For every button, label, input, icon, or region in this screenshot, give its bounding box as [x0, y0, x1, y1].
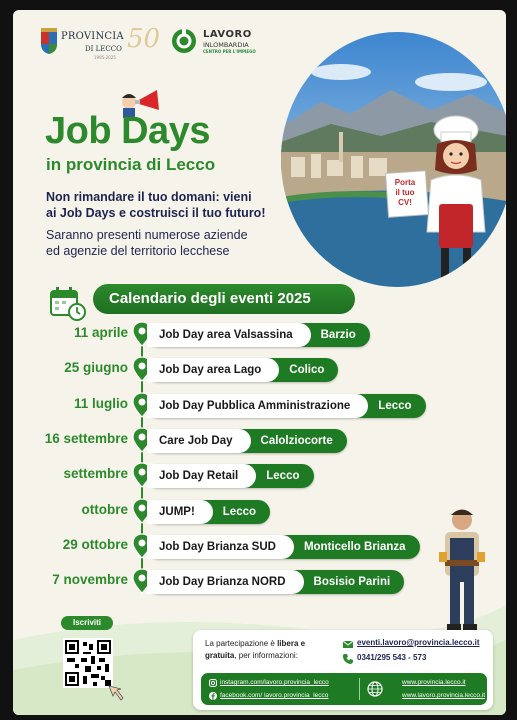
- event-location: Lecco: [222, 506, 257, 518]
- info-text-part2: , per informazioni:: [234, 651, 298, 660]
- event-date: 11 luglio: [73, 396, 128, 411]
- event-date: 16 settembre: [44, 431, 128, 446]
- lavoro-lombardia-logo: [171, 26, 281, 60]
- info-box: [193, 630, 493, 710]
- event-pill: [147, 464, 314, 488]
- phone-icon: [343, 654, 353, 664]
- instagram-icon: [209, 679, 217, 687]
- hand-pointer-icon: [105, 684, 127, 704]
- globe-icon: [367, 681, 383, 697]
- crest-icon: [39, 28, 59, 54]
- event-row: [13, 358, 506, 382]
- event-location: Calolziocorte: [260, 435, 333, 447]
- provincia-years: 1995-2025: [94, 55, 116, 60]
- event-location: Bosisio Parini: [313, 576, 391, 588]
- subscribe-section: [51, 616, 131, 711]
- event-pill: [147, 429, 347, 453]
- hero-tagline: [46, 189, 265, 221]
- event-row: [13, 570, 506, 594]
- event-row: [13, 500, 506, 524]
- website-link-2[interactable]: www.lavoro.provincia.lecco.it: [402, 692, 486, 699]
- event-date: 29 ottobre: [62, 537, 128, 552]
- facebook-icon: [209, 692, 217, 700]
- social-divider: [359, 678, 360, 700]
- website-link-1[interactable]: www.provincia.lecco.it: [402, 679, 466, 686]
- event-name: Job Day area Valsassina: [147, 323, 311, 347]
- event-name: JUMP!: [147, 500, 213, 524]
- event-date: 25 giugno: [64, 360, 128, 375]
- event-name: Job Day Brianza SUD: [147, 535, 294, 559]
- event-location: Colico: [289, 364, 325, 376]
- provincia-sub: DI LECCO: [85, 45, 122, 53]
- info-text-bold1: libera e: [277, 639, 306, 648]
- anniversary-number: 50: [127, 24, 161, 54]
- lecco-lake-photo: [281, 32, 506, 287]
- event-pill: [147, 535, 420, 559]
- lavoro-sub: INLOMBARDIA: [203, 41, 249, 49]
- description-line-2: ed agenzie del territorio lecchese: [46, 243, 230, 258]
- event-pill: [147, 323, 370, 347]
- worker-illustration: [435, 502, 489, 632]
- event-pill: [147, 358, 338, 382]
- cv-sign-line3: CV!: [398, 198, 412, 207]
- hero-description: [46, 228, 248, 259]
- event-name: Care Job Day: [147, 429, 251, 453]
- event-name: Job Day Brianza NORD: [147, 570, 304, 594]
- calendar-title: Calendario degli eventi 2025: [93, 284, 355, 314]
- instagram-link[interactable]: instagram.com/lavoro.provincia_lecco: [220, 679, 329, 686]
- event-name: Job Day Pubblica Amministrazione: [147, 394, 368, 418]
- event-row: [13, 394, 506, 418]
- event-date: settembre: [63, 466, 128, 481]
- hero-title: Job Days: [45, 110, 210, 152]
- cv-sign-line2: il tuo: [395, 188, 415, 197]
- social-links-bar: [201, 673, 487, 705]
- event-pill: [147, 500, 270, 524]
- contact-phone: 0341/295 543 - 573: [357, 653, 427, 662]
- hero-subtitle: in provincia di Lecco: [46, 155, 216, 174]
- event-location: Monticello Brianza: [303, 541, 406, 553]
- event-location: Lecco: [266, 470, 300, 482]
- provincia-lecco-logo: [39, 24, 161, 64]
- tagline-line-1: Non rimandare il tuo domani: vieni: [46, 190, 252, 204]
- cv-sign-line1: Porta: [394, 178, 416, 187]
- event-location: Barzio: [320, 329, 356, 341]
- event-row: [13, 429, 506, 453]
- participation-info: [205, 638, 333, 662]
- info-text-part1: La partecipazione è: [205, 639, 278, 648]
- lavoro-logo-icon: [171, 28, 197, 54]
- email-icon: [343, 639, 353, 649]
- event-date: ottobre: [81, 502, 128, 517]
- event-date: 11 aprile: [73, 325, 128, 340]
- event-pill: [147, 570, 404, 594]
- provincia-name: PROVINCIA: [61, 31, 124, 42]
- lavoro-title: LAVORO: [203, 29, 252, 40]
- event-location: Lecco: [378, 400, 412, 412]
- qr-code-icon[interactable]: [63, 638, 113, 688]
- tagline-line-2: ai Job Days e costruisci il tuo futuro!: [46, 206, 266, 220]
- facebook-link[interactable]: facebook.com/ lavoro.provincia_lecco: [220, 692, 329, 699]
- lavoro-center: CENTRO PER L'IMPIEGO: [203, 49, 256, 54]
- event-pill: [147, 394, 426, 418]
- info-text-bold2: gratuita: [205, 651, 235, 660]
- event-row: [13, 464, 506, 488]
- subscribe-label[interactable]: Iscriviti: [61, 616, 113, 630]
- event-date: 7 novembre: [52, 572, 128, 587]
- event-name: Job Day Retail: [147, 464, 256, 488]
- event-name: Job Day area Lago: [147, 358, 279, 382]
- job-days-poster: [13, 10, 506, 715]
- calendar-icon: [49, 286, 87, 322]
- event-row: [13, 535, 506, 559]
- description-line-1: Saranno presenti numerose aziende: [46, 228, 248, 242]
- contact-email-link[interactable]: eventi.lavoro@provincia.lecco.it: [357, 638, 480, 647]
- event-row: [13, 323, 506, 347]
